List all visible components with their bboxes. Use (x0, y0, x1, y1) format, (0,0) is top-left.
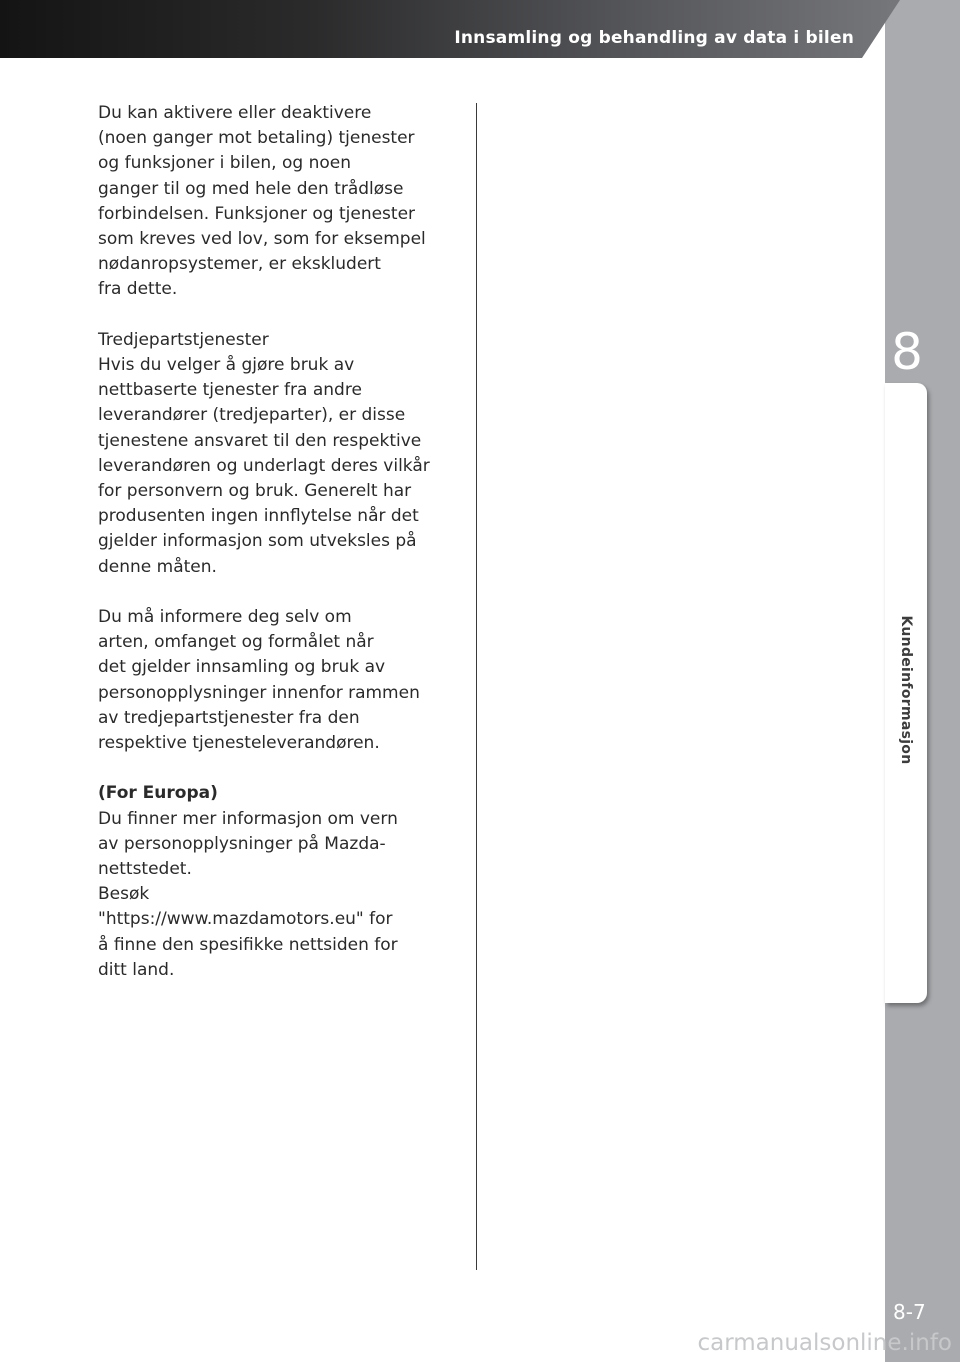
header-title: Innsamling og behandling av data i bilen (454, 28, 854, 48)
chapter-number: 8 (891, 323, 923, 381)
column-divider (476, 103, 477, 1270)
paragraph-inform-yourself: Du må informere deg selv om arten, omfanget og formålet når det gjelder innsamling og bruk av personopplysninger innenfor rammen av tredjepartstjenester fra den respektive tjenesteleverandøren. (98, 607, 420, 754)
paragraph-third-party (98, 328, 458, 580)
header-bar (0, 0, 960, 58)
paragraph-europe (98, 781, 458, 983)
watermark: carmanualsonline.info (697, 1330, 952, 1356)
third-party-body: Hvis du velger å gjøre bruk av nettbaserte tjenester fra andre leverandører (tredjeparter), er disse tjenestene ansvaret til den respektive leverandøren og underlagt deres vilkår for personvern og bruk. Generelt har produsenten ingen innflytelse når det gjelder informasjon som utveksles på denne måten. (98, 355, 430, 577)
third-party-heading: Tredjepartstjenester (98, 329, 269, 350)
chapter-title: Kundeinformasjon (898, 615, 914, 765)
page-number: 8-7 (893, 1300, 926, 1324)
page-content (98, 101, 458, 1008)
europe-heading: (For Europa) (98, 783, 218, 804)
europe-body: Du finner mer informasjon om vern av personopplysninger på Mazda- nettstedet. Besøk "https://www.mazdamotors.eu" for å finne den spesifikke nettsiden for ditt land. (98, 808, 398, 980)
paragraph-deactivate-services: Du kan aktivere eller deaktivere (noen ganger mot betaling) tjenester og funksjoner i bilen, og noen ganger til og med hele den trådløse forbindelsen. Funksjoner og tjenester som kreves ved lov, som for eksempel nødanropsystemer, er ekskludert fra dette. (98, 103, 426, 300)
